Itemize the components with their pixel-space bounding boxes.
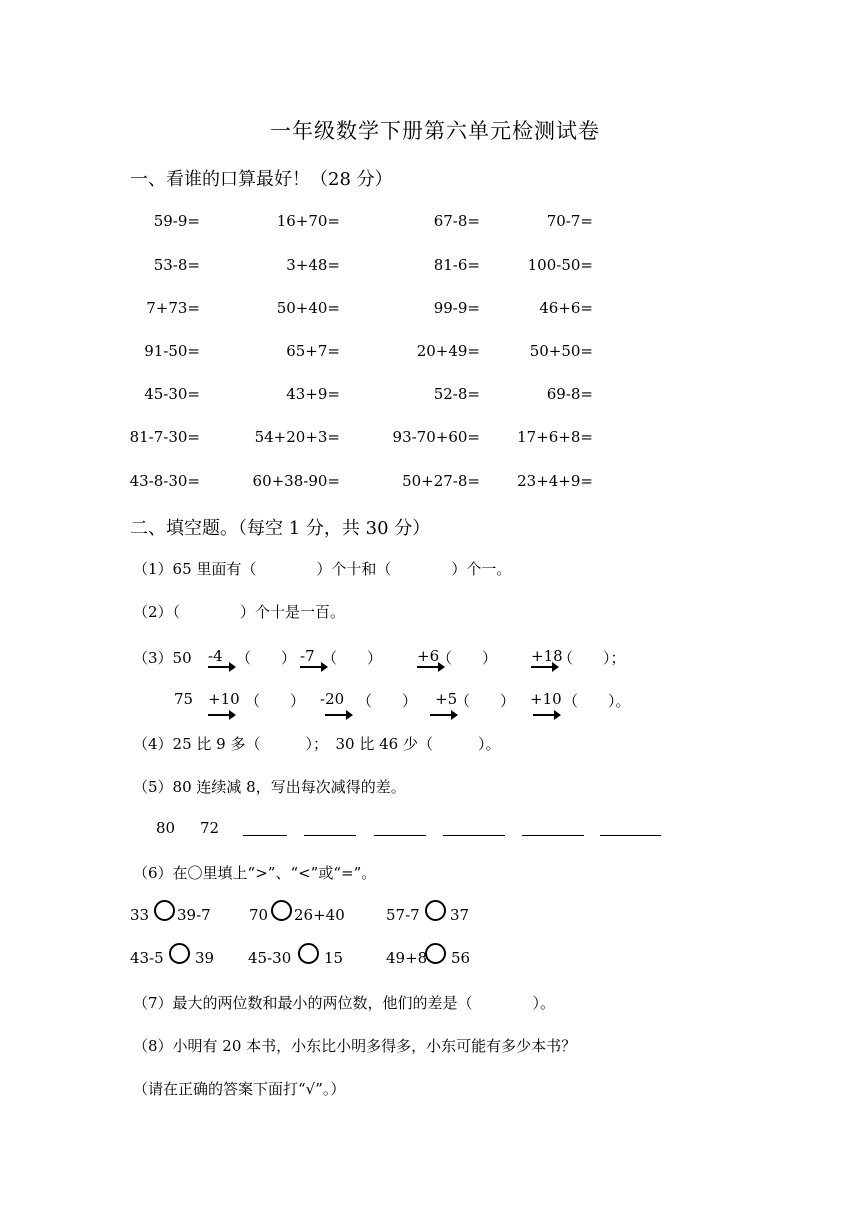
operation-label: +6 — [417, 647, 440, 665]
math-problem: 81-7-30= — [129, 428, 200, 446]
comparison-right: 26+40 — [294, 906, 345, 924]
comparison-right: 15 — [324, 949, 344, 967]
right-arrow-icon — [417, 666, 439, 668]
math-problem: 70-7= — [546, 212, 593, 230]
math-problem: 50+27-8= — [402, 472, 480, 490]
math-problem: 3+48= — [286, 256, 340, 274]
math-problem: 60+38-90= — [252, 472, 340, 490]
operation-label: -20 — [320, 690, 345, 708]
operation-label: +5 — [435, 690, 458, 708]
right-arrow-icon — [531, 666, 553, 668]
question-4: （4）25 比 9 多（ ）； 30 比 46 少（ ）。 — [133, 735, 501, 753]
operation-label: -7 — [300, 647, 315, 665]
math-problem: 65+7= — [286, 342, 340, 360]
sequence-value: 80 — [156, 819, 176, 837]
right-arrow-icon — [208, 666, 230, 668]
math-problem: 50+50= — [529, 342, 593, 360]
math-problem: 91-50= — [144, 342, 200, 360]
math-problem: 7+73= — [146, 299, 200, 317]
operation-label: -4 — [208, 647, 223, 665]
right-arrow-icon — [208, 714, 230, 716]
answer-blank: （ ）。 — [563, 692, 631, 710]
math-problem: 20+49= — [416, 342, 480, 360]
section2-heading: 二、填空题。（每空 1 分，共 30 分） — [130, 518, 431, 539]
page-title: 一年级数学下册第六单元检测试卷 — [270, 119, 600, 143]
math-problem: 43-8-30= — [129, 472, 200, 490]
right-arrow-icon — [325, 714, 347, 716]
math-problem: 53-8= — [153, 256, 200, 274]
question-7: （7）最大的两位数和最小的两位数，他们的差是（ ）。 — [133, 994, 556, 1012]
answer-blank: （ ） — [455, 692, 516, 710]
math-problem: 16+70= — [276, 212, 340, 230]
operation-label: +10 — [208, 690, 240, 708]
comparison-left: 43-5 — [130, 949, 164, 967]
comparison-circle — [154, 900, 175, 921]
section1-heading: 一、看谁的口算最好！（28 分） — [130, 169, 393, 190]
question-2: （2）（ ）个十是一百。 — [133, 603, 346, 621]
comparison-left: 33 — [130, 906, 150, 924]
comparison-right: 39-7 — [177, 906, 211, 924]
question-8-note: （请在正确的答案下面打“√”。） — [133, 1080, 346, 1098]
answer-blank: （ ） — [357, 692, 418, 710]
answer-blank: （ ）； — [558, 649, 626, 667]
answer-line — [522, 835, 584, 836]
comparison-left: 70 — [249, 906, 269, 924]
right-arrow-icon — [300, 666, 322, 668]
answer-blank: （ ） — [236, 649, 297, 667]
comparison-right: 39 — [195, 949, 215, 967]
operation-label: +10 — [530, 690, 562, 708]
question-1: （1）65 里面有（ ）个十和（ ）个一。 — [133, 560, 512, 578]
question-5: （5）80 连续减 8，写出每次减得的差。 — [133, 778, 406, 796]
comparison-circle — [169, 943, 190, 964]
operation-label: +18 — [531, 647, 563, 665]
comparison-right: 37 — [450, 906, 470, 924]
answer-line — [600, 835, 661, 836]
math-problem: 52-8= — [433, 385, 480, 403]
comparison-circle — [425, 943, 446, 964]
question-3-start-2: 75 — [174, 690, 194, 708]
math-problem: 69-8= — [546, 385, 593, 403]
comparison-left: 49+8 — [386, 949, 428, 967]
math-problem: 54+20+3= — [254, 428, 340, 446]
math-problem: 93-70+60= — [392, 428, 480, 446]
math-problem: 46+6= — [539, 299, 593, 317]
comparison-circle — [271, 900, 292, 921]
answer-blank: （ ） — [437, 649, 498, 667]
question-6: （6）在〇里填上“>”、“<”或“=”。 — [133, 864, 377, 882]
math-problem: 81-6= — [433, 256, 480, 274]
math-problem: 50+40= — [276, 299, 340, 317]
answer-blank: （ ） — [245, 692, 306, 710]
math-problem: 59-9= — [153, 212, 200, 230]
math-problem: 23+4+9= — [517, 472, 593, 490]
question-8: （8）小明有 20 本书，小东比小明多得多，小东可能有多少本书？ — [133, 1037, 577, 1055]
question-3-label: （3）50 — [133, 649, 192, 667]
answer-line — [443, 835, 505, 836]
answer-blank: （ ） — [322, 649, 383, 667]
right-arrow-icon — [430, 714, 452, 716]
comparison-left: 57-7 — [386, 906, 420, 924]
math-problem: 99-9= — [433, 299, 480, 317]
math-problem: 45-30= — [144, 385, 200, 403]
math-problem: 43+9= — [286, 385, 340, 403]
comparison-circle — [298, 943, 319, 964]
answer-line — [374, 835, 426, 836]
math-problem: 100-50= — [527, 256, 593, 274]
math-problem: 67-8= — [433, 212, 480, 230]
comparison-circle — [425, 900, 446, 921]
comparison-right: 56 — [451, 949, 471, 967]
math-problem: 17+6+8= — [517, 428, 593, 446]
sequence-value: 72 — [200, 819, 220, 837]
right-arrow-icon — [533, 714, 555, 716]
answer-line — [243, 835, 287, 836]
comparison-left: 45-30 — [248, 949, 292, 967]
answer-line — [304, 835, 356, 836]
